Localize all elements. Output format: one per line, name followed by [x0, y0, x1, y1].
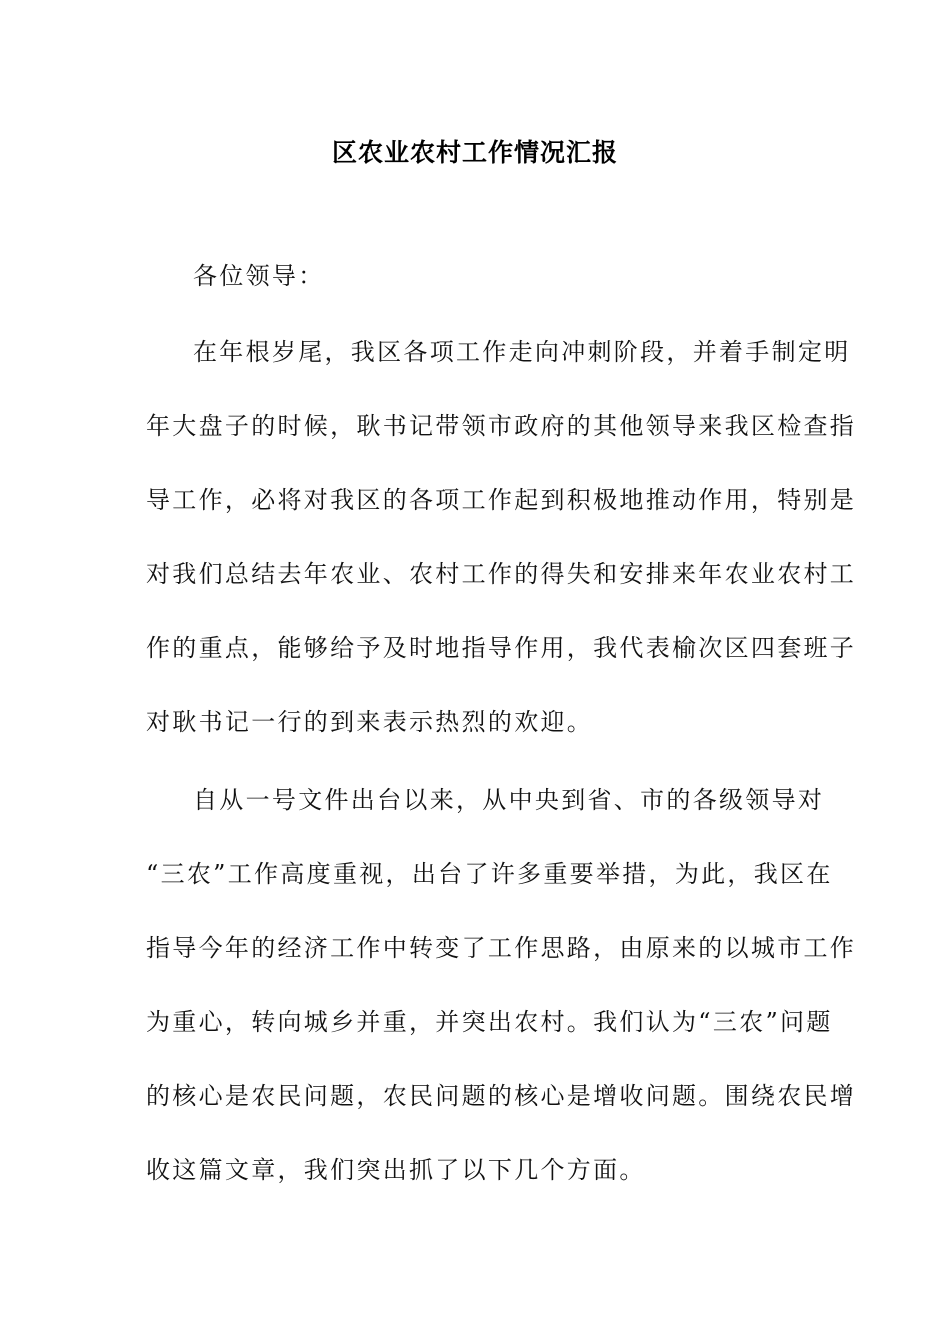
- paragraph-2-line-3: 指导今年的经济工作中转变了工作思路，由原来的以城市工作: [146, 934, 857, 962]
- paragraph-1-line-3: 导工作，必将对我区的各项工作起到积极地推动作用，特别是: [146, 486, 857, 514]
- paragraph-1-line-5: 作的重点，能够给予及时地指导作用，我代表榆次区四套班子: [146, 634, 857, 662]
- paragraph-2-line-2: “三农”工作高度重视，出台了许多重要举措，为此，我区在: [146, 860, 833, 888]
- paragraph-2-line-1: 自从一号文件出台以来，从中央到省、市的各级领导对: [193, 786, 825, 814]
- paragraph-1-line-1: 在年根岁尾，我区各项工作走向冲刺阶段，并着手制定明: [193, 338, 851, 366]
- document-title: 区农业农村工作情况汇报: [331, 138, 618, 167]
- paragraph-2-line-5: 的核心是农民问题，农民问题的核心是增收问题。围绕农民增: [146, 1082, 857, 1110]
- paragraph-1-line-4: 对我们总结去年农业、农村工作的得失和安排来年农业农村工: [146, 560, 857, 588]
- paragraph-1-line-6: 对耿书记一行的到来表示热烈的欢迎。: [146, 708, 594, 736]
- paragraph-2-line-4: 为重心，转向城乡并重，并突出农村。我们认为“三农”问题: [146, 1008, 833, 1036]
- paragraph-1-line-2: 年大盘子的时候，耿书记带领市政府的其他领导来我区检查指: [146, 412, 857, 440]
- salutation: 各位领导：: [193, 262, 325, 290]
- paragraph-2-line-6: 收这篇文章，我们突出抓了以下几个方面。: [146, 1156, 646, 1184]
